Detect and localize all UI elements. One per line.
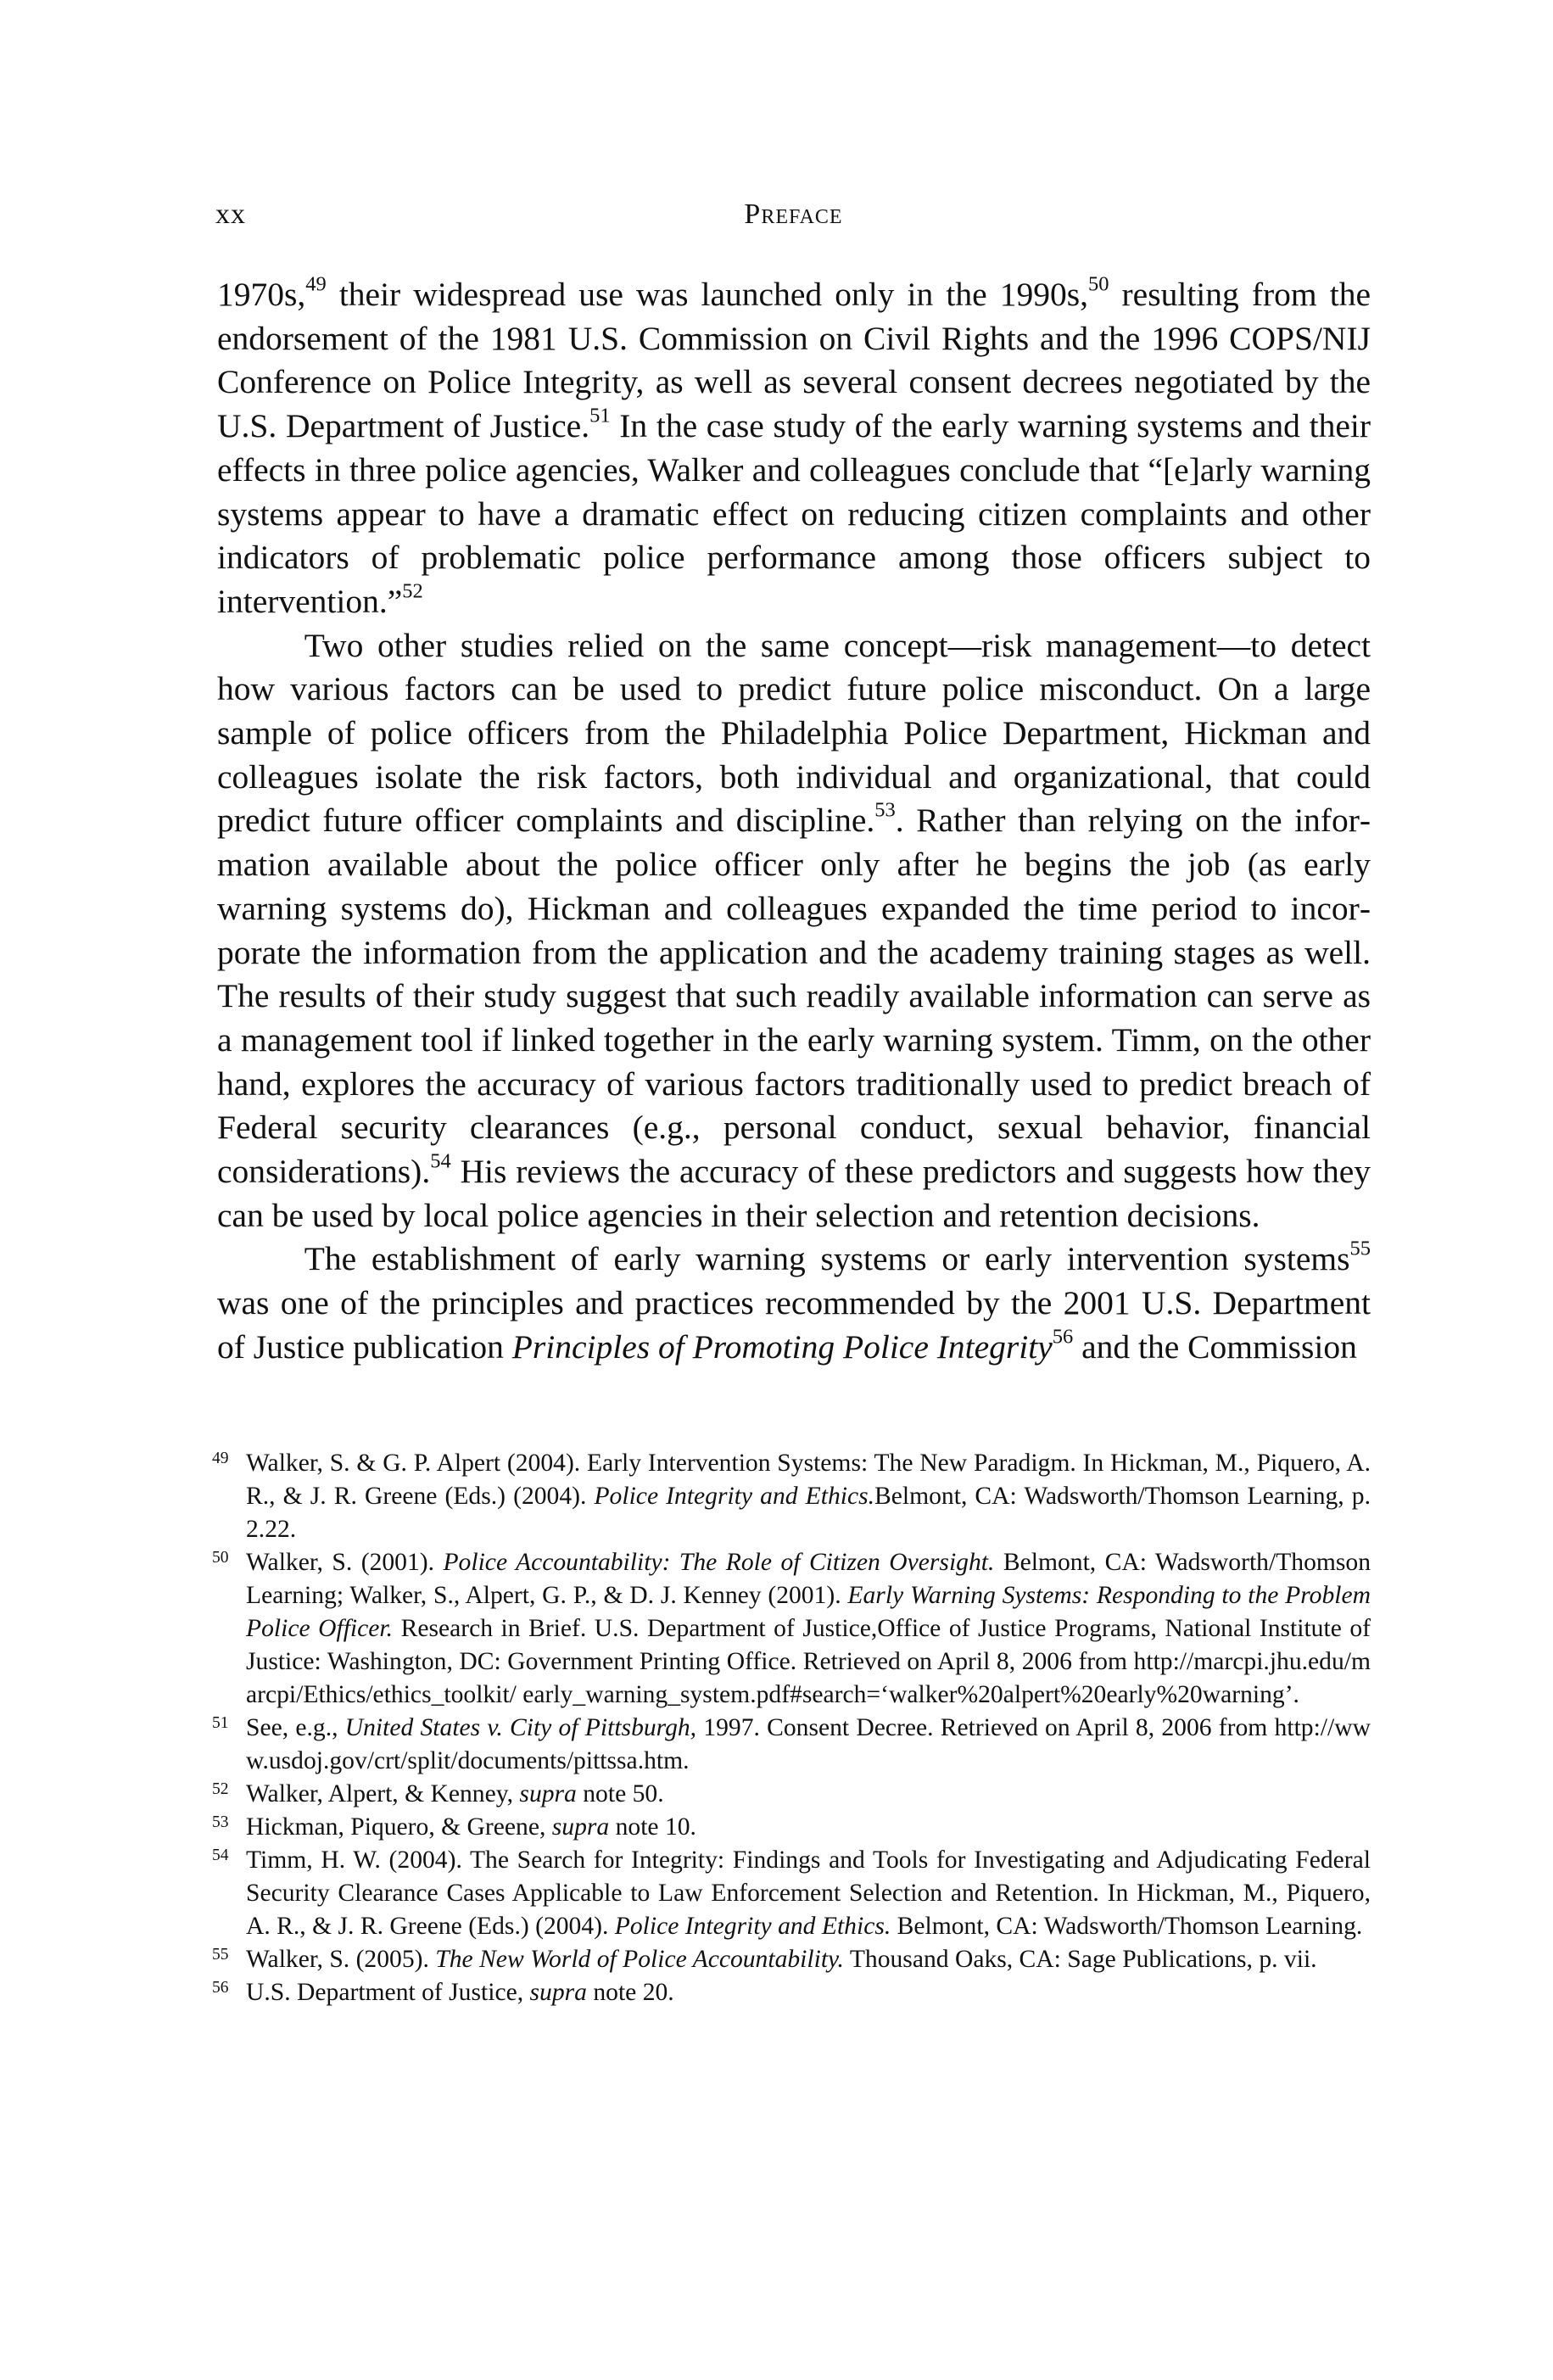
page-header: [215, 198, 1371, 241]
text-run: 1970s,: [217, 276, 306, 313]
text-run: . Rather than relying on the information available about the police officer only after he begins the job (as early warning systems do), Hickman and colleagues expanded the time period to incorporate the information from the application and the academy training stages as well. The results of their study suggest that such readily available information can serve as a management tool if linked together in the early warning system. Timm, on the other hand, explores the accuracy of various factors traditionally used to predict breach of Federal security clearances (e.g., personal conduct, sexual behavior, financial considerations).: [217, 802, 1371, 1191]
footnotes: [212, 1447, 1371, 2009]
footnote-text: See, e.g.,: [246, 1714, 345, 1741]
footnote-number: 55: [212, 1946, 229, 1964]
footnote-italic: Police Integrity and Ethics.: [594, 1483, 875, 1510]
footnote-text: Hickman, Piquero, & Greene,: [246, 1813, 552, 1841]
footnote-italic: Police Integrity and Ethics.: [614, 1913, 891, 1940]
text-run: and the Commission: [1073, 1327, 1357, 1366]
footnote-italic: The New World of Police Accountability.: [435, 1946, 844, 1973]
body-text: [217, 273, 1371, 1370]
footnote-text: 1997. Consent Decree. Retrieved on April 8, 2006 from: [696, 1714, 1275, 1741]
footnote-italic: United States v. City of Pittsburgh,: [344, 1714, 697, 1741]
paragraph-2: [217, 624, 1371, 1238]
footnote-italic: Police Accountability: The Role of Citizen Oversight.: [443, 1549, 995, 1576]
text-run: Two other studies relied on the same concept—risk management—to detect how various factors can be used to predict future police misconduct. On a large sample of police officers from the Philadelphia Police Department, Hickman and colleagues isolate the risk factors, both individual and organizational, that could predict future officer complaints and discipline.: [217, 626, 1371, 840]
footnote-text: Belmont, CA: Wadsworth/Thomson Learning; Walker, S., Alpert, G. P., & D. J. Kenney (2001).: [246, 1549, 1371, 1609]
text-run: The establishment of early warning systems or early intervention systems: [304, 1240, 1350, 1278]
footnote-text: Timm, H. W. (2004). The Search for Integrity: Findings and Tools for Investigating and Adjudicating Federal Security Clearance Cases Applicable to Law Enforcement Selection and Retention. In Hickman, M., Piquero, A. R., & J. R. Greene (Eds.) (2004).: [246, 1846, 1371, 1940]
running-head: Preface: [744, 198, 843, 230]
footnote-52: [212, 1778, 1371, 1811]
text-run: resulting from the endorsement of the 1981 U.S. Commission on Civil Rights and the 1996 COPS/NIJ Conference on Police Integrity, as well as several consent decrees negotiated by the U.S. Department of Justice.: [217, 276, 1371, 445]
footnote-ref-55[interactable]: 55: [1349, 1237, 1371, 1260]
text-run: their widespread use was launched only in the 1990s,: [326, 276, 1088, 313]
footnote-number: 49: [212, 1450, 229, 1467]
footnote-url-link[interactable]: http://www.usdoj.gov/crt/split/documents/pittssa.htm.: [246, 1714, 1371, 1774]
footnote-text: note 10.: [609, 1813, 696, 1841]
footnote-text: Walker, Alpert, & Kenney,: [246, 1780, 520, 1807]
footnote-text: U.S. Department of Justice,: [246, 1979, 530, 2006]
footnote-url-link[interactable]: http://marcpi.jhu.edu/marcpi/Ethics/ethics_toolkit/ early_warning_system.pdf#search=‘walker%20alpert%20early%20warning’.: [246, 1648, 1371, 1708]
footnote-italic: supra: [529, 1979, 587, 2006]
text-run: was one of the principles and practices recommended by the 2001 U.S. Department of Justice publication: [217, 1284, 1371, 1366]
footnote-51: [212, 1712, 1371, 1778]
footnote-text: Thousand Oaks, CA: Sage Publications, p. vii.: [843, 1946, 1317, 1973]
text-run: His reviews the accuracy of these predictors and suggests how they can be used by local police agencies in their selection and retention decisions.: [217, 1153, 1371, 1234]
footnote-55: [212, 1943, 1371, 1976]
footnote-49: [212, 1447, 1371, 1546]
footnote-italic: supra: [551, 1813, 610, 1841]
footnote-number: 51: [212, 1714, 229, 1732]
footnote-ref-51[interactable]: 51: [589, 404, 611, 427]
footnote-text: Walker, S. (2001).: [246, 1549, 444, 1576]
footnote-text: note 20.: [586, 1979, 674, 2006]
footnote-text: Walker, S. & G. P. Alpert (2004). Early Intervention Systems: The New Paradigm. In Hickman, M., Piquero, A. R., & J. R. Greene (Eds.) (2004).: [246, 1450, 1371, 1510]
footnote-ref-53[interactable]: 53: [874, 798, 896, 822]
footnote-italic: supra: [519, 1780, 577, 1807]
publication-title: Principles of Promoting Police Integrity: [511, 1327, 1053, 1366]
footnote-ref-50[interactable]: 50: [1087, 272, 1109, 296]
footnote-italic: Early Warning Systems: Responding to the Problem Police Officer.: [246, 1582, 1371, 1642]
footnote-number: 52: [212, 1780, 229, 1798]
footnote-ref-56[interactable]: 56: [1052, 1325, 1074, 1349]
footnote-number: 50: [212, 1549, 229, 1567]
footnote-53: [212, 1811, 1371, 1844]
paragraph-1: [217, 273, 1371, 624]
footnote-ref-49[interactable]: 49: [305, 272, 327, 296]
footnote-text: Research in Brief. U.S. Department of Justice,Office of Justice Programs, National Institute of Justice: Washington, DC: Government Printing Office. Retrieved on April 8, 2006 from: [246, 1615, 1371, 1675]
footnote-number: 56: [212, 1979, 229, 1997]
footnote-ref-52[interactable]: 52: [402, 579, 423, 603]
paragraph-3: [217, 1237, 1371, 1369]
footnote-text: Walker, S. (2005).: [246, 1946, 436, 1973]
footnote-50: [212, 1546, 1371, 1712]
footnote-text: note 50.: [576, 1780, 664, 1807]
page-number: xx: [215, 198, 246, 230]
footnote-56: [212, 1976, 1371, 2009]
footnote-number: 54: [212, 1846, 229, 1864]
footnote-number: 53: [212, 1813, 229, 1831]
footnote-ref-54[interactable]: 54: [430, 1149, 451, 1173]
text-run: In the case study of the early warning systems and their effects in three police agencies, Walker and colleagues conclude that “[e]arly warning systems appear to have a dramatic effect on reducing citizen complaints and other indicators of problematic police performance among those officers subject to intervention.”: [217, 407, 1371, 620]
footnote-text: Belmont, CA: Wadsworth/Thomson Learning, p. 2.22.: [246, 1483, 1371, 1543]
footnote-54: [212, 1844, 1371, 1943]
footnote-text: Belmont, CA: Wadsworth/Thomson Learning.: [891, 1913, 1363, 1940]
